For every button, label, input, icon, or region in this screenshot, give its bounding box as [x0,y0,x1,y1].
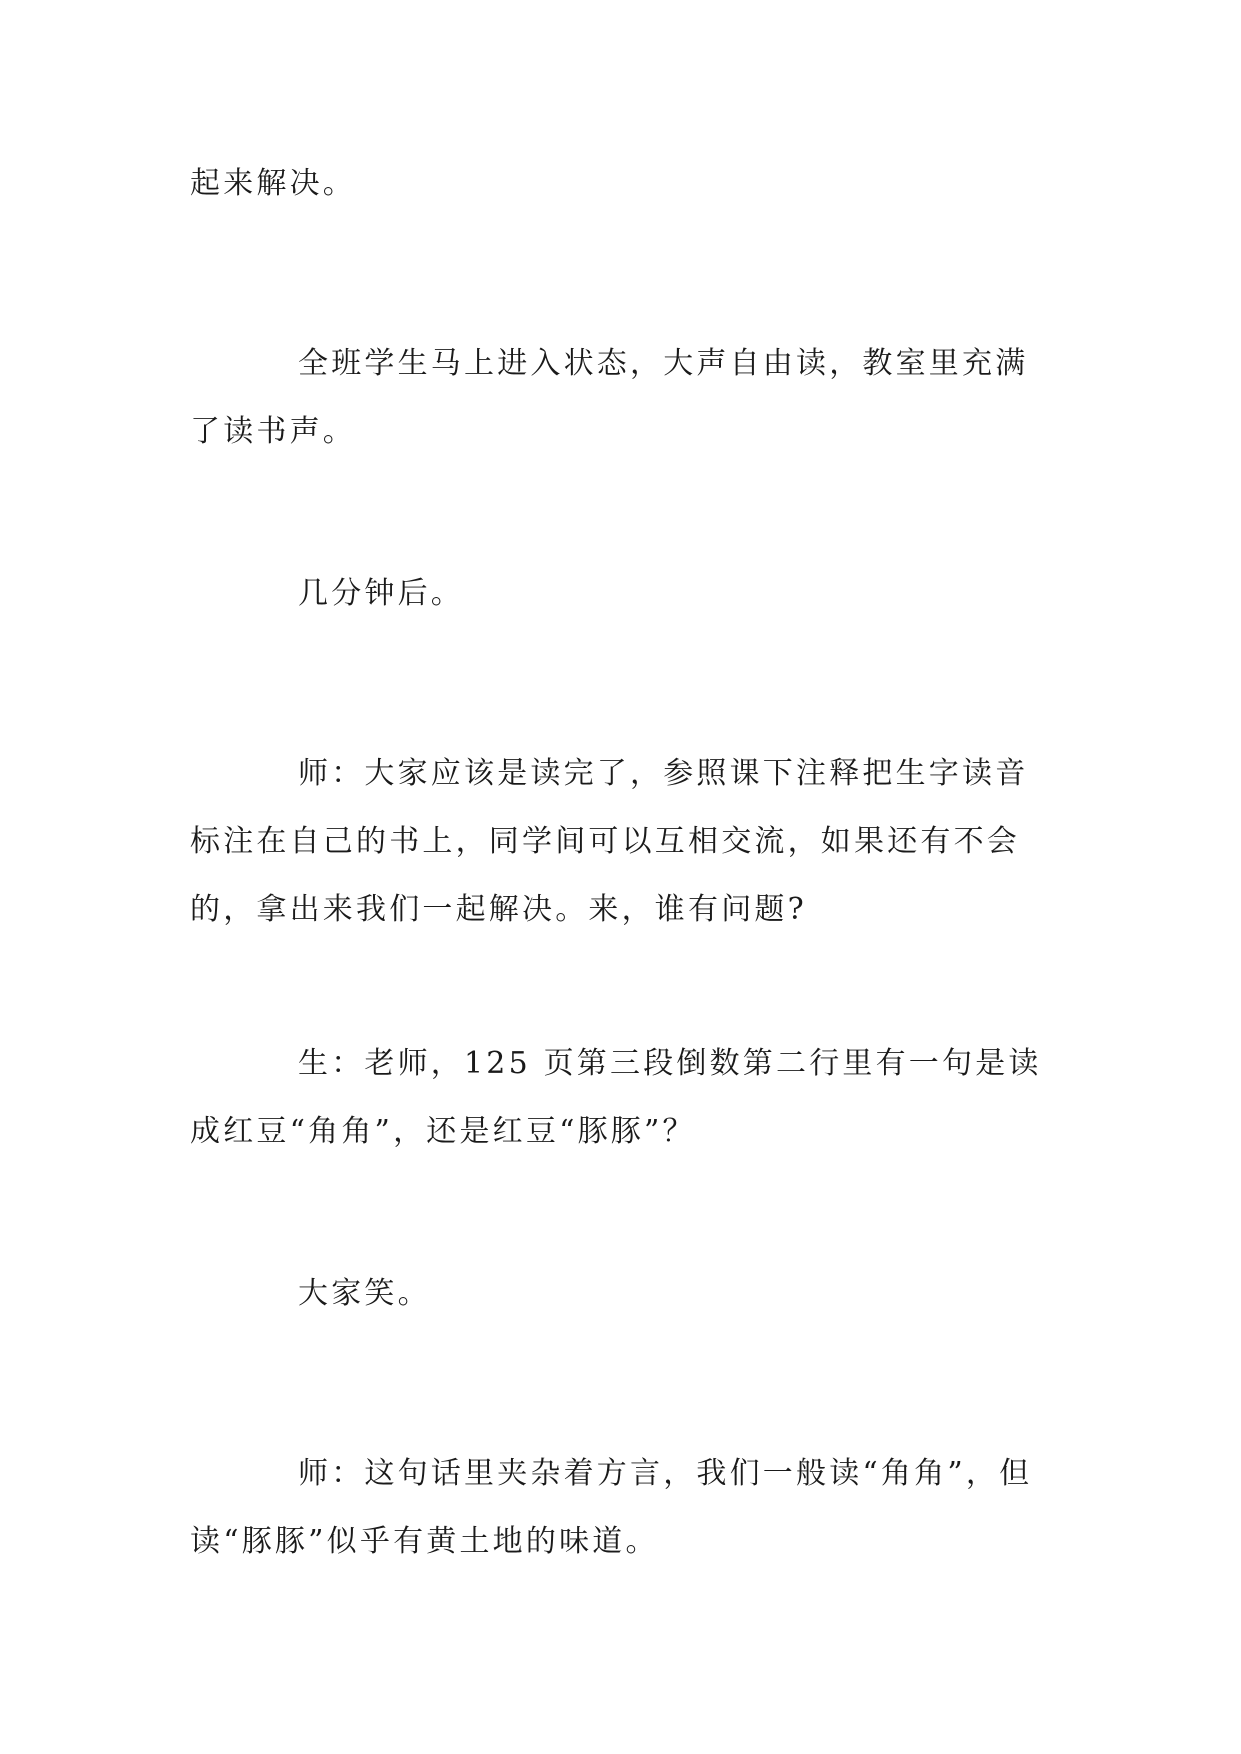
paragraph-class-reading: 全班学生马上进入状态，大声自由读，教室里充满了读书声。 [190,346,1029,449]
paragraph-minutes-later: 几分钟后。 [298,576,464,611]
paragraph-teacher-instruction: 师：大家应该是读完了，参照课下注释把生字读音标注在自己的书上，同学间可以互相交流，如果还有不会的，拿出来我们一起解决。来，谁有问题? [190,756,1029,927]
paragraph-teacher-answer: 师：这句话里夹杂着方言，我们一般读“角角”，但读“豚豚”似乎有黄土地的味道。 [190,1456,1033,1559]
paragraph-student-question: 生：老师，125 页第三段倒数第二行里有一句是读成红豆“角角”，还是红豆“豚豚”？ [190,1046,1042,1149]
paragraph-everyone-laughs: 大家笑。 [298,1276,431,1311]
paragraph-continuation: 起来解决。 [190,166,356,201]
